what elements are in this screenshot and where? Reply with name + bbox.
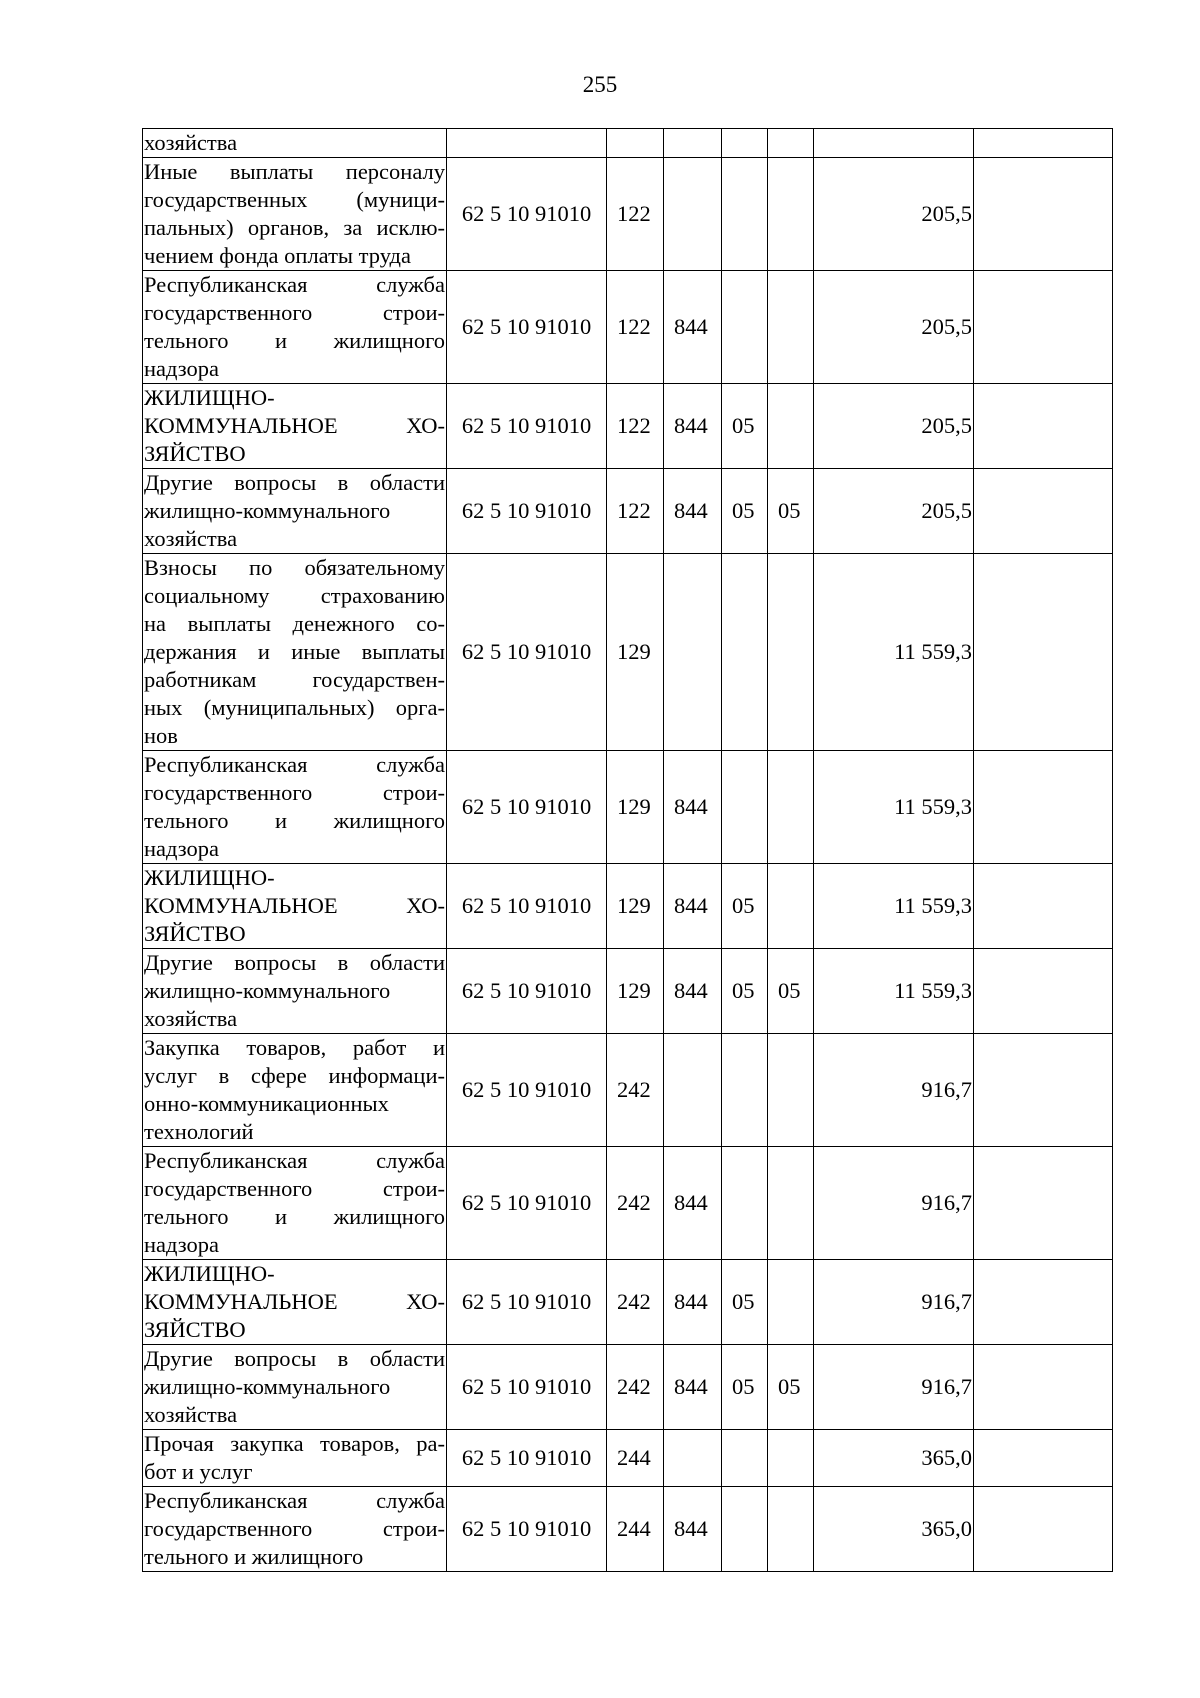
grbs-cell: 844 [664, 1260, 722, 1345]
description-cell: Республиканская служба государственного строи- тельного и жилищного надзора [143, 1147, 447, 1260]
section-cell: 05 [722, 1260, 768, 1345]
empty-cell [974, 1487, 1113, 1572]
empty-cell [974, 864, 1113, 949]
description-cell: Другие вопросы в области жилищно-коммунального хозяйства [143, 949, 447, 1034]
vr-cell: 242 [607, 1345, 664, 1430]
subsection-cell [768, 751, 814, 864]
grbs-cell: 844 [664, 864, 722, 949]
description-cell: Прочая закупка товаров, ра- бот и услуг [143, 1430, 447, 1487]
table-row [143, 751, 1113, 864]
kcsr-cell: 62 5 10 91010 [447, 554, 607, 751]
amount-cell: 916,7 [814, 1260, 974, 1345]
vr-cell: 129 [607, 751, 664, 864]
section-cell [722, 1430, 768, 1487]
table-row [143, 158, 1113, 271]
grbs-cell: 844 [664, 1345, 722, 1430]
vr-cell [607, 129, 664, 158]
vr-cell: 129 [607, 554, 664, 751]
empty-cell [974, 1034, 1113, 1147]
description-cell: ЖИЛИЩНО- КОММУНАЛЬНОЕ ХО- ЗЯЙСТВО [143, 864, 447, 949]
kcsr-cell: 62 5 10 91010 [447, 384, 607, 469]
subsection-cell [768, 1147, 814, 1260]
grbs-cell [664, 554, 722, 751]
amount-cell [814, 129, 974, 158]
table-row [143, 384, 1113, 469]
subsection-cell [768, 384, 814, 469]
grbs-cell [664, 158, 722, 271]
table-row [143, 1147, 1113, 1260]
subsection-cell: 05 [768, 469, 814, 554]
description-cell: Другие вопросы в области жилищно-коммунального хозяйства [143, 1345, 447, 1430]
description-cell: хозяйства [143, 129, 447, 158]
empty-cell [974, 554, 1113, 751]
section-cell [722, 158, 768, 271]
empty-cell [974, 949, 1113, 1034]
kcsr-cell: 62 5 10 91010 [447, 469, 607, 554]
vr-cell: 129 [607, 864, 664, 949]
empty-cell [974, 1260, 1113, 1345]
empty-cell [974, 384, 1113, 469]
description-cell: Иные выплаты персоналу государственных (муници- пальных) органов, за исклю- чением фонда оплаты труда [143, 158, 447, 271]
vr-cell: 242 [607, 1260, 664, 1345]
kcsr-cell: 62 5 10 91010 [447, 949, 607, 1034]
subsection-cell [768, 1034, 814, 1147]
grbs-cell: 844 [664, 271, 722, 384]
subsection-cell [768, 864, 814, 949]
amount-cell: 365,0 [814, 1430, 974, 1487]
kcsr-cell: 62 5 10 91010 [447, 1430, 607, 1487]
description-cell: Республиканская служба государственного строи- тельного и жилищного надзора [143, 751, 447, 864]
table-row [143, 864, 1113, 949]
table-row [143, 949, 1113, 1034]
subsection-cell [768, 158, 814, 271]
section-cell: 05 [722, 949, 768, 1034]
kcsr-cell: 62 5 10 91010 [447, 158, 607, 271]
amount-cell: 205,5 [814, 469, 974, 554]
amount-cell: 205,5 [814, 158, 974, 271]
table-row [143, 271, 1113, 384]
section-cell [722, 1487, 768, 1572]
description-cell: Республиканская служба государственного строи- тельного и жилищного [143, 1487, 447, 1572]
table-row [143, 1345, 1113, 1430]
subsection-cell: 05 [768, 1345, 814, 1430]
amount-cell: 365,0 [814, 1487, 974, 1572]
page-number: 255 [582, 72, 618, 97]
vr-cell: 122 [607, 158, 664, 271]
empty-cell [974, 1345, 1113, 1430]
grbs-cell: 844 [664, 469, 722, 554]
kcsr-cell [447, 129, 607, 158]
kcsr-cell: 62 5 10 91010 [447, 1487, 607, 1572]
vr-cell: 244 [607, 1430, 664, 1487]
description-cell: Закупка товаров, работ и услуг в сфере информаци- онно-коммуникационных технологий [143, 1034, 447, 1147]
grbs-cell [664, 129, 722, 158]
grbs-cell: 844 [664, 1147, 722, 1260]
description-cell: ЖИЛИЩНО- КОММУНАЛЬНОЕ ХО- ЗЯЙСТВО [143, 384, 447, 469]
grbs-cell: 844 [664, 949, 722, 1034]
table-row [143, 1260, 1113, 1345]
subsection-cell: 05 [768, 949, 814, 1034]
grbs-cell: 844 [664, 751, 722, 864]
amount-cell: 11 559,3 [814, 864, 974, 949]
kcsr-cell: 62 5 10 91010 [447, 1034, 607, 1147]
grbs-cell [664, 1430, 722, 1487]
section-cell: 05 [722, 469, 768, 554]
vr-cell: 242 [607, 1034, 664, 1147]
table-row [143, 1034, 1113, 1147]
vr-cell: 244 [607, 1487, 664, 1572]
table-row [143, 1430, 1113, 1487]
subsection-cell [768, 1430, 814, 1487]
amount-cell: 916,7 [814, 1147, 974, 1260]
table-row [143, 554, 1113, 751]
grbs-cell: 844 [664, 1487, 722, 1572]
grbs-cell: 844 [664, 384, 722, 469]
section-cell: 05 [722, 384, 768, 469]
grbs-cell [664, 1034, 722, 1147]
description-cell: Взносы по обязательному социальному страхованию на выплаты денежного со- держания и иные выплаты работникам государствен- ных (муниципальных) орга- нов [143, 554, 447, 751]
section-cell [722, 554, 768, 751]
subsection-cell [768, 271, 814, 384]
empty-cell [974, 271, 1113, 384]
empty-cell [974, 751, 1113, 864]
description-cell: Другие вопросы в области жилищно-коммунального хозяйства [143, 469, 447, 554]
amount-cell: 916,7 [814, 1345, 974, 1430]
vr-cell: 122 [607, 384, 664, 469]
kcsr-cell: 62 5 10 91010 [447, 1147, 607, 1260]
vr-cell: 242 [607, 1147, 664, 1260]
table-row [143, 469, 1113, 554]
empty-cell [974, 158, 1113, 271]
empty-cell [974, 1430, 1113, 1487]
vr-cell: 122 [607, 271, 664, 384]
kcsr-cell: 62 5 10 91010 [447, 1260, 607, 1345]
kcsr-cell: 62 5 10 91010 [447, 1345, 607, 1430]
description-cell: ЖИЛИЩНО- КОММУНАЛЬНОЕ ХО- ЗЯЙСТВО [143, 1260, 447, 1345]
amount-cell: 916,7 [814, 1034, 974, 1147]
budget-table [142, 128, 1113, 1572]
table-row [143, 1487, 1113, 1572]
description-cell: Республиканская служба государственного строи- тельного и жилищного надзора [143, 271, 447, 384]
section-cell: 05 [722, 1345, 768, 1430]
section-cell [722, 129, 768, 158]
amount-cell: 205,5 [814, 384, 974, 469]
empty-cell [974, 129, 1113, 158]
table-row [143, 129, 1113, 158]
amount-cell: 11 559,3 [814, 554, 974, 751]
empty-cell [974, 1147, 1113, 1260]
vr-cell: 122 [607, 469, 664, 554]
kcsr-cell: 62 5 10 91010 [447, 271, 607, 384]
kcsr-cell: 62 5 10 91010 [447, 751, 607, 864]
section-cell [722, 1147, 768, 1260]
amount-cell: 11 559,3 [814, 949, 974, 1034]
section-cell [722, 1034, 768, 1147]
section-cell [722, 271, 768, 384]
amount-cell: 205,5 [814, 271, 974, 384]
section-cell: 05 [722, 864, 768, 949]
vr-cell: 129 [607, 949, 664, 1034]
subsection-cell [768, 554, 814, 751]
subsection-cell [768, 129, 814, 158]
subsection-cell [768, 1487, 814, 1572]
kcsr-cell: 62 5 10 91010 [447, 864, 607, 949]
amount-cell: 11 559,3 [814, 751, 974, 864]
section-cell [722, 751, 768, 864]
subsection-cell [768, 1260, 814, 1345]
empty-cell [974, 469, 1113, 554]
